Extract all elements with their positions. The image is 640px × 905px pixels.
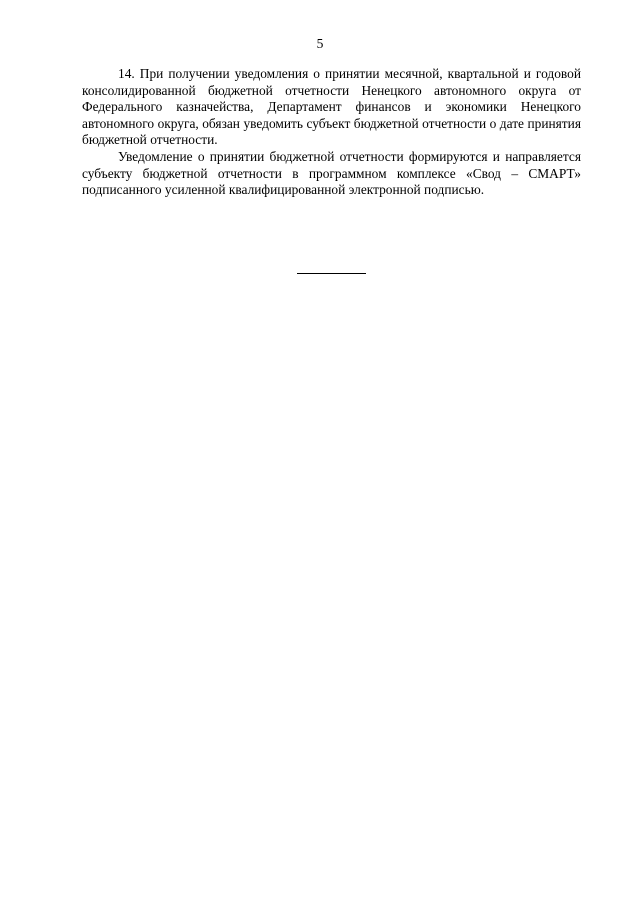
page-number: 5 [316,36,324,51]
end-separator-line [297,273,366,274]
paragraph-notification: Уведомление о принятии бюджетной отчетности формируются и направляется субъекту бюджетной отчетности в программном комплексе «Свод – СМАРТ» подписанного усиленной квалифицированной электронной подписью. [82,148,581,198]
document-body [82,66,581,199]
paragraph-14: 14. При получении уведомления о принятии месячной, квартальной и годовой консолидированной бюджетной отчетности Ненецкого автономного округа от Федерального казначейства, Департамент финансов и экономики Ненецкого автономного округа, обязан уведомить субъект бюджетной отчетности о дате принятия бюджетной отчетности. [82,66,581,148]
